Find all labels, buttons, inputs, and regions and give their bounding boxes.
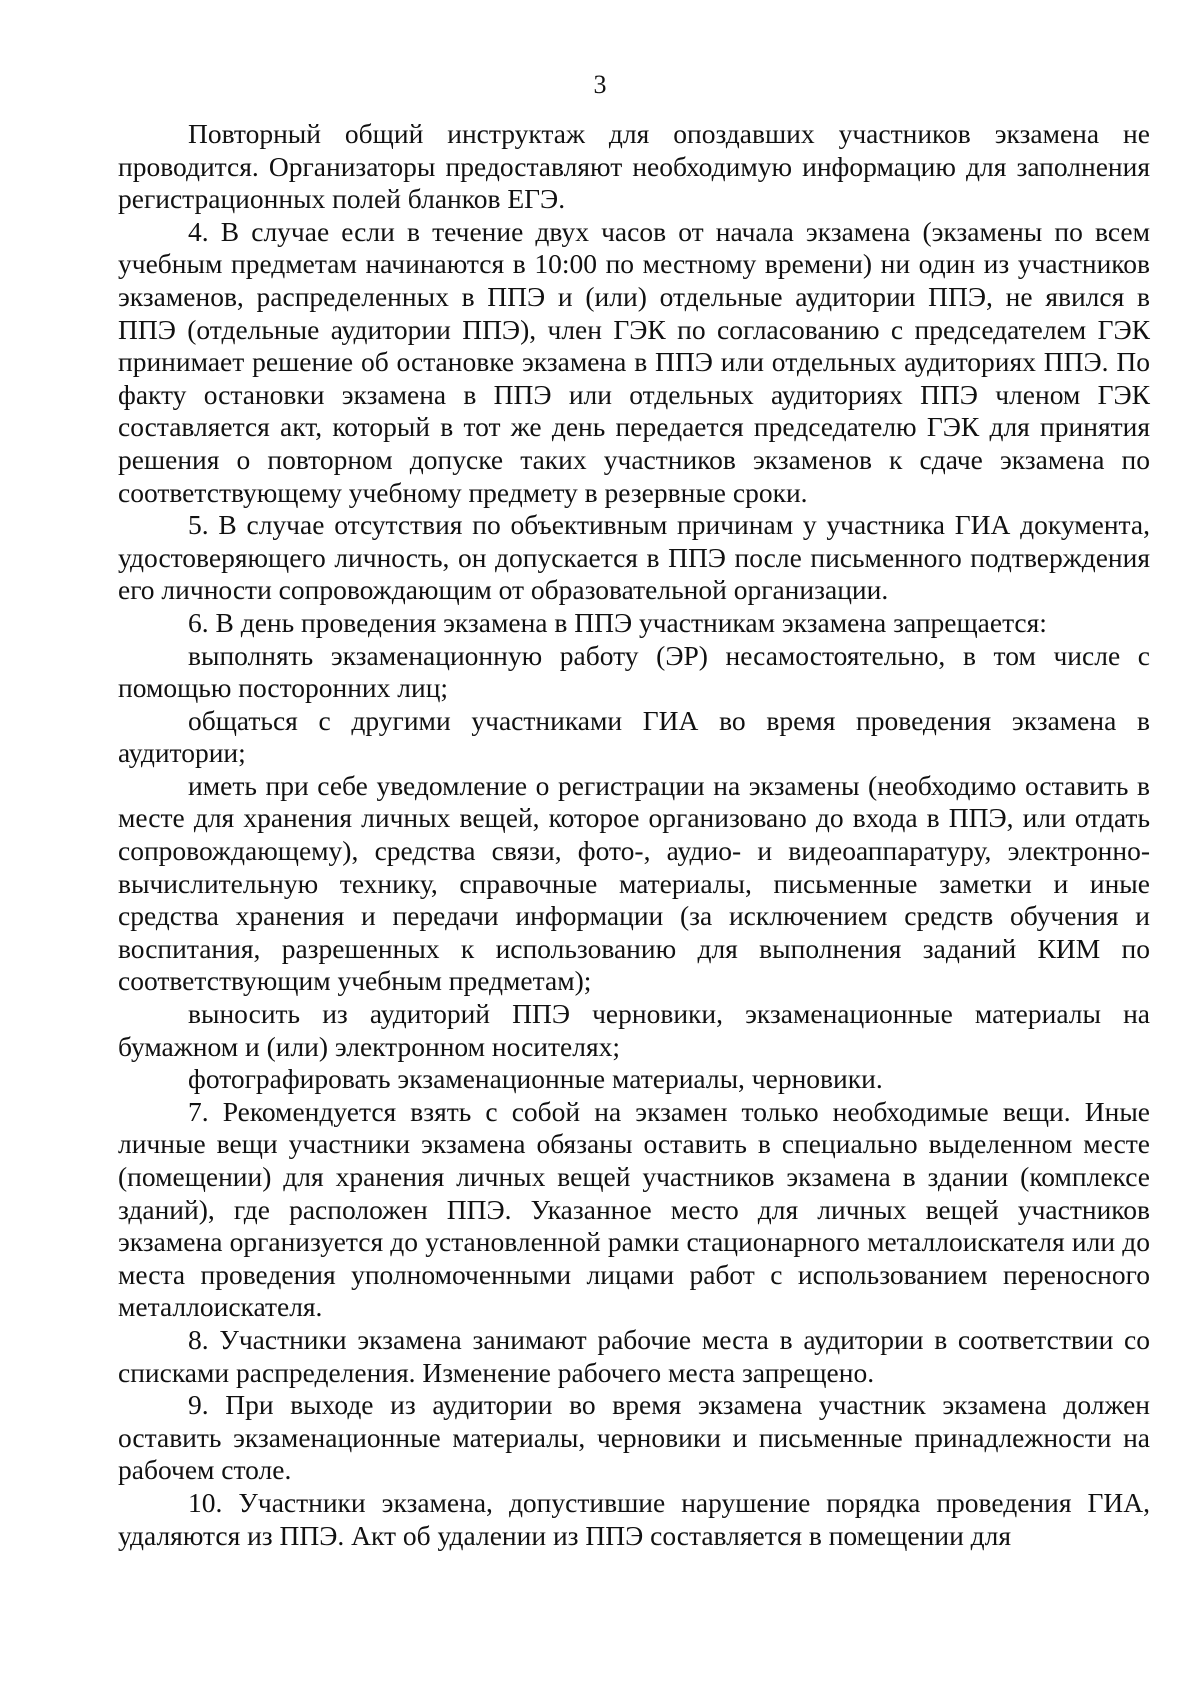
paragraph-item-7: 7. Рекомендуется взять с собой на экзамен только необходимые вещи. Иные личные вещи участники экзамена обязаны оставить в специально выделенном месте (помещении) для хранения личных вещей участников экзамена в здании (комплексе зданий), где расположен ППЭ. Указанное место для личных вещей участников экзамена организуется до установленной рамки стационарного металлоискателя или до места проведения уполномоченными лицами работ с использованием переносного металлоискателя.	[118, 1095, 1150, 1323]
page-number: 3	[593, 70, 607, 99]
paragraph-item-9: 9. При выходе из аудитории во время экзамена участник экзамена должен оставить экзаменационные материалы, черновики и письменные принадлежности на рабочем столе.	[118, 1389, 1150, 1486]
paragraph-item-4: 4. В случае если в течение двух часов от начала экзамена (экзамены по всем учебным предметам начинаются в 10:00 по местному времени) ни один из участников экзаменов, распределенных в ППЭ и (или) отдельные аудитории ППЭ, не явился в ППЭ (отдельные аудитории ППЭ), член ГЭК по согласованию с председателем ГЭК принимает решение об остановке экзамена в ППЭ или отдельных аудиториях ППЭ. По факту остановки экзамена в ППЭ или отдельных аудиториях ППЭ членом ГЭК составляется акт, который в тот же день передается председателю ГЭК для принятия решения о повторном допуске таких участников экзаменов к сдаче экзамена по соответствующему учебному предмету в резервные сроки.	[118, 215, 1150, 508]
paragraph-prohibition-1: выполнять экзаменационную работу (ЭР) несамостоятельно, в том числе с помощью посторонних лиц;	[118, 639, 1150, 704]
paragraph-prohibition-5: фотографировать экзаменационные материалы, черновики.	[188, 1063, 883, 1095]
paragraph-item-5: 5. В случае отсутствия по объективным причинам у участника ГИА документа, удостоверяющего личность, он допускается в ППЭ после письменного подтверждения его личности сопровождающим от образовательной организации.	[118, 509, 1150, 606]
paragraph-repeat-briefing: Повторный общий инструктаж для опоздавших участников экзамена не проводится. Организаторы предоставляют необходимую информацию для заполнения регистрационных полей бланков ЕГЭ.	[118, 118, 1150, 215]
paragraph-item-10: 10. Участники экзамена, допустившие нарушение порядка проведения ГИА, удаляются из ППЭ. Акт об удалении из ППЭ составляется в помещении для	[118, 1486, 1150, 1551]
paragraph-prohibition-2: общаться с другими участниками ГИА во время проведения экзамена в аудитории;	[118, 704, 1150, 769]
document-body	[118, 118, 1150, 1552]
paragraph-item-8: 8. Участники экзамена занимают рабочие места в аудитории в соответствии со списками распределения. Изменение рабочего места запрещено.	[118, 1323, 1150, 1388]
paragraph-item-6: 6. В день проведения экзамена в ППЭ участникам экзамена запрещается:	[188, 606, 1047, 638]
paragraph-prohibition-3: иметь при себе уведомление о регистрации на экзамены (необходимо оставить в месте для хранения личных вещей, которое организовано до входа в ППЭ, или отдать сопровождающему), средства связи, фото-, аудио- и видеоаппаратуру, электронно-вычислительную технику, справочные материалы, письменные заметки и иные средства хранения и передачи информации (за исключением средств обучения и воспитания, разрешенных к использованию для выполнения заданий КИМ по соответствующим учебным предметам);	[118, 769, 1150, 997]
paragraph-prohibition-4: выносить из аудиторий ППЭ черновики, экзаменационные материалы на бумажном и (или) электронном носителях;	[118, 998, 1150, 1062]
